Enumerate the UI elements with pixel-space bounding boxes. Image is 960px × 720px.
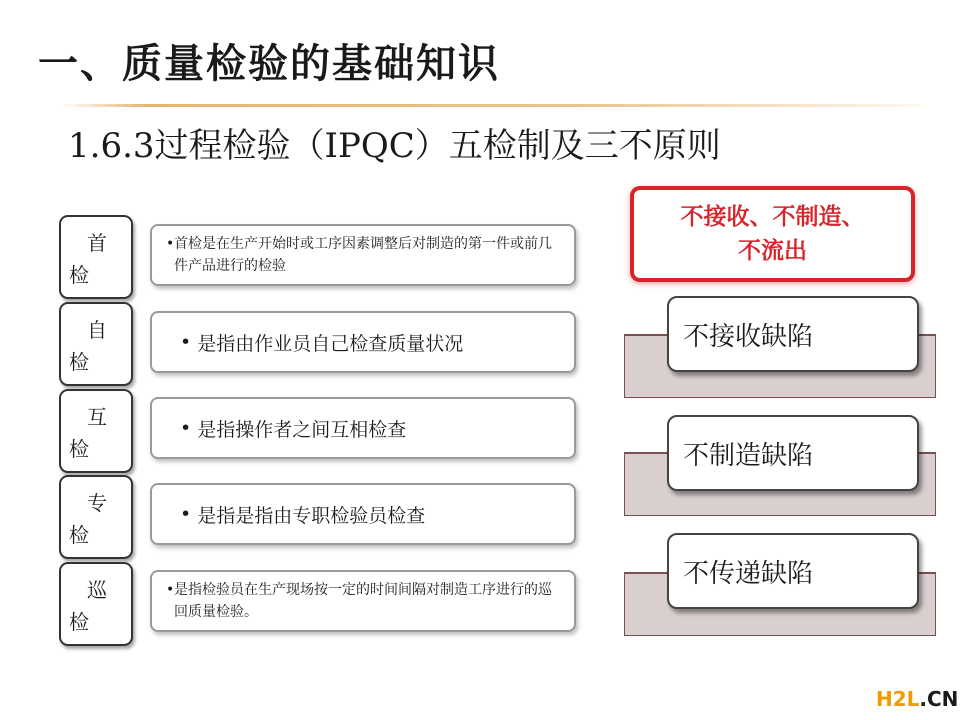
check-label-dedicated	[59, 475, 133, 559]
check-description-text: 是指操作者之间互相检查	[197, 418, 407, 441]
bullet-icon: •	[180, 503, 192, 525]
check-label-first	[59, 215, 133, 299]
check-description-self	[150, 311, 576, 373]
check-label-char: 专	[87, 491, 107, 515]
principle-no-make: 不制造缺陷	[667, 415, 919, 491]
check-description-text: 首检是在生产开始时或工序因素调整后对制造的第一件或前几件产品进行的检验	[174, 236, 552, 274]
check-label-char: 检	[69, 263, 89, 287]
bullet-icon: •	[166, 582, 175, 598]
title-divider	[60, 104, 920, 107]
check-description-text: 是指是指由专职检验员检查	[197, 504, 426, 527]
check-description-patrol	[150, 570, 576, 632]
check-label-char: 互	[87, 405, 107, 429]
check-label-mutual	[59, 389, 133, 473]
check-label-char: 首	[87, 231, 107, 255]
check-description-text: 是指由作业员自己检查质量状况	[197, 332, 464, 355]
check-label-char: 检	[69, 523, 89, 547]
check-label-char: 检	[69, 437, 89, 461]
check-label-char: 检	[69, 350, 89, 374]
bullet-icon: •	[180, 417, 192, 439]
banner-line-1: 不接收、不制造、	[680, 203, 865, 230]
check-description-text: 是指检验员在生产现场按一定的时间间隔对制造工序进行的巡回质量检验。	[174, 582, 552, 620]
principle-no-pass: 不传递缺陷	[667, 533, 919, 609]
site-logo	[876, 687, 958, 711]
check-label-patrol	[59, 562, 133, 646]
bullet-icon: •	[180, 331, 192, 353]
principle-no-accept: 不接收缺陷	[667, 296, 919, 372]
logo-text-domain: .CN	[919, 687, 959, 711]
banner-line-2: 不流出	[738, 237, 807, 264]
check-label-char: 检	[69, 610, 89, 634]
three-no-principle-banner	[630, 186, 915, 282]
bullet-icon: •	[166, 236, 175, 252]
logo-text-main: H2L	[876, 687, 920, 711]
check-label-char: 巡	[87, 578, 107, 602]
section-subtitle: 1.6.3过程检验（IPQC）五检制及三不原则	[68, 126, 721, 166]
check-description-first	[150, 224, 576, 286]
check-description-dedicated	[150, 483, 576, 545]
check-label-char: 自	[87, 318, 107, 342]
check-description-mutual	[150, 397, 576, 459]
check-label-self	[59, 302, 133, 386]
page-title: 一、质量检验的基础知识	[38, 41, 500, 87]
